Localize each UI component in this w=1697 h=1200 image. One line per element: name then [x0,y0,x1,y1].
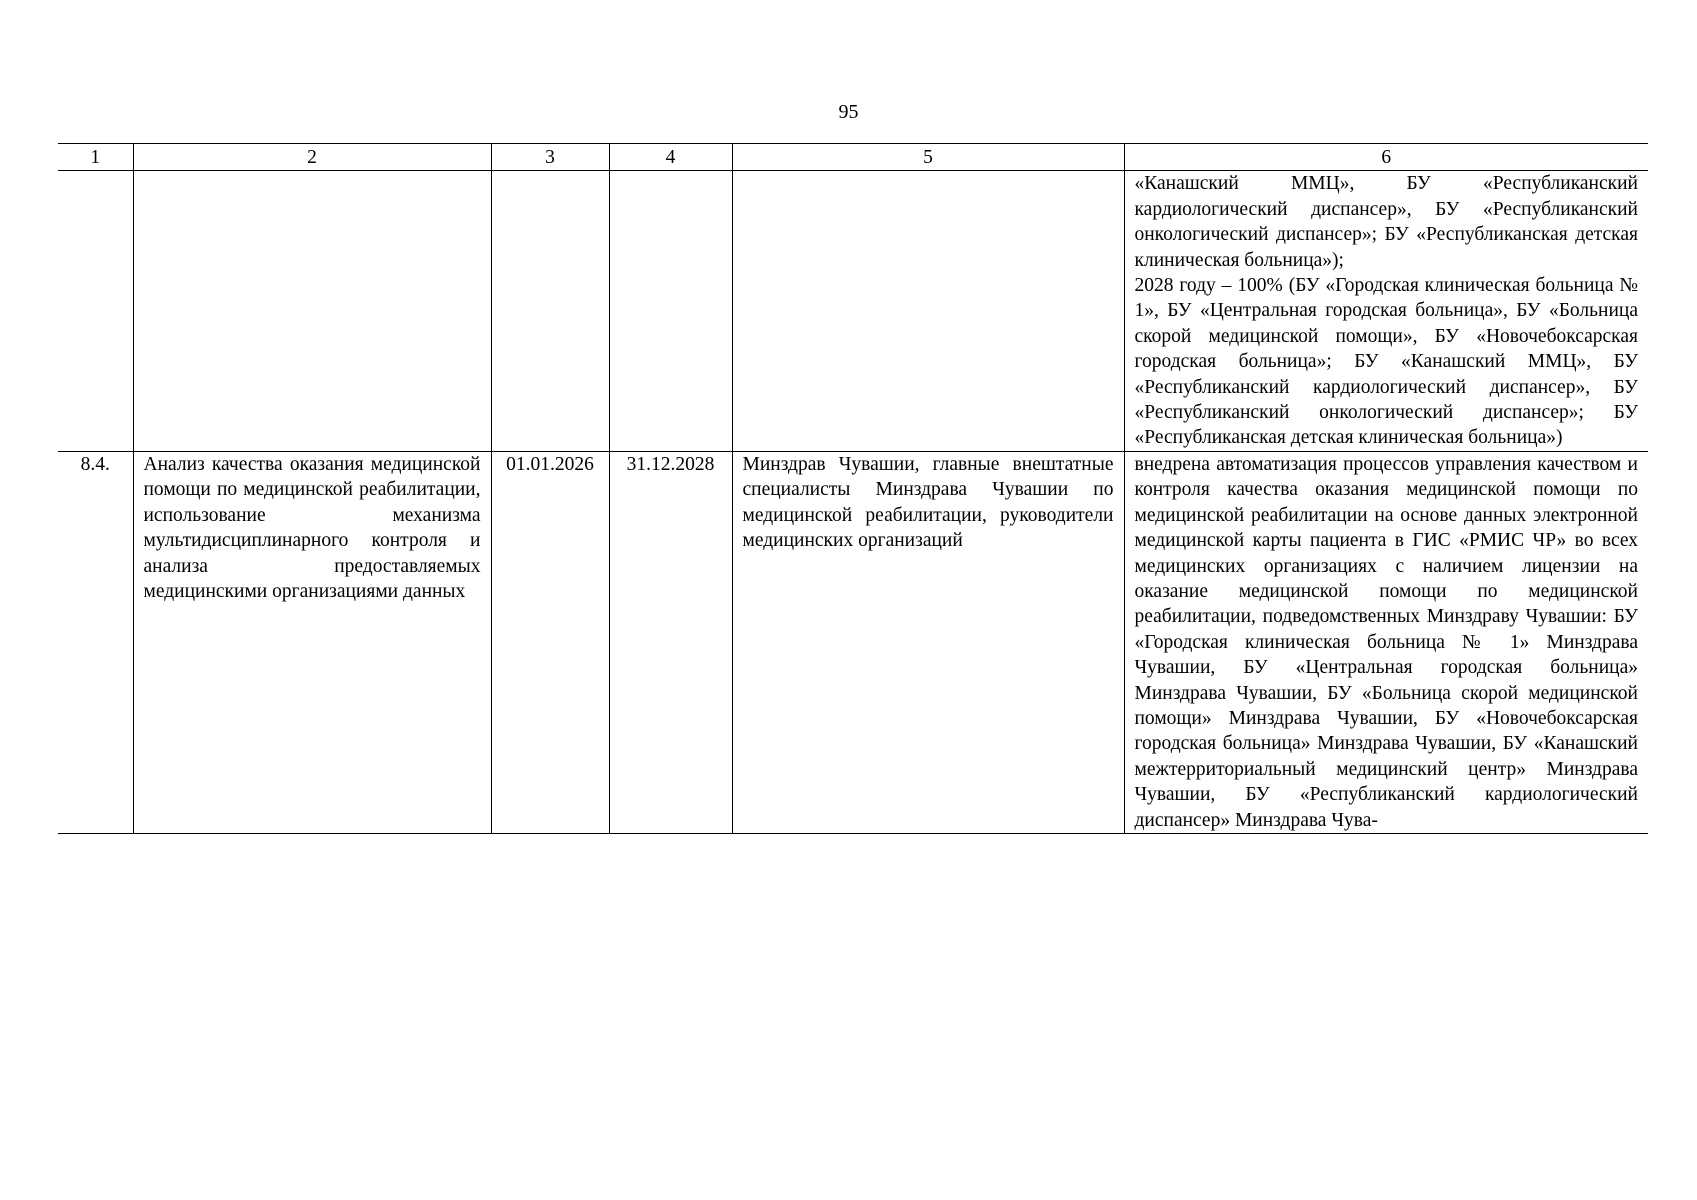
continuation-end-cell [609,171,732,451]
column-header-4: 4 [609,144,732,171]
continuation-name-cell [133,171,491,451]
table-row-continuation [58,171,1648,451]
measure-name-cell: Анализ качества оказания медицинской помощи по медицинской реабилитации, использование механизма мультидисциплинарного контроля и анализа предоставляемых медицинскими организациями данных [133,451,491,833]
table-row-8-4 [58,451,1648,833]
continuation-responsible-cell [732,171,1124,451]
continuation-start-cell [491,171,609,451]
measures-table [58,143,1648,834]
column-header-6: 6 [1124,144,1648,171]
table-header-row [58,144,1648,171]
continuation-result-paragraph-1: «Канашский ММЦ», БУ «Республиканский кардиологический диспансер», БУ «Республиканский онкологический диспансер»; БУ «Республиканская детская клиническая больница»); [1134,173,1638,271]
page-number: 95 [838,101,859,123]
column-header-5: 5 [732,144,1124,171]
column-header-1: 1 [58,144,133,171]
start-date-cell: 01.01.2026 [491,451,609,833]
column-header-2: 2 [133,144,491,171]
responsible-cell: Минздрав Чувашии, главные внештатные специалисты Минздрава Чувашии по медицинской реабилитации, руководители медицинских организаций [732,451,1124,833]
row-number-cell: 8.4. [58,451,133,833]
continuation-result-cell [1124,171,1648,451]
column-header-3: 3 [491,144,609,171]
result-cell: внедрена автоматизация процессов управления качеством и контроля качества оказания медицинской помощи по медицинской реабилитации на основе данных электронной медицинской карты пациента в ГИС «РМИС ЧР» во всех медицинских организациях с наличием лицензии на оказание медицинской помощи по медицинской реабилитации, подведомственных Минздраву Чувашии: БУ «Городская клиническая больница № 1» Минздрава Чувашии, БУ «Центральная городская больница» Минздрава Чувашии, БУ «Больница скорой медицинской помощи» Минздрава Чувашии, БУ «Новочебоксарская городская больница» Минздрава Чувашии, БУ «Канашский межтерриториальный медицинский центр» Минздрава Чувашии, БУ «Республиканский кардиологический диспансер» Минздрава Чува- [1124,451,1648,833]
end-date-cell: 31.12.2028 [609,451,732,833]
continuation-number-cell [58,171,133,451]
continuation-result-paragraph-2: 2028 году – 100% (БУ «Городская клиническая больница № 1», БУ «Центральная городская больница», БУ «Больница скорой медицинской помощи», БУ «Новочебоксарская городская больница»; БУ «Канашский ММЦ», БУ «Республиканский кардиологический диспансер», БУ «Республиканский онкологический диспансер»; БУ «Республиканская детская клиническая больница») [1134,275,1638,449]
